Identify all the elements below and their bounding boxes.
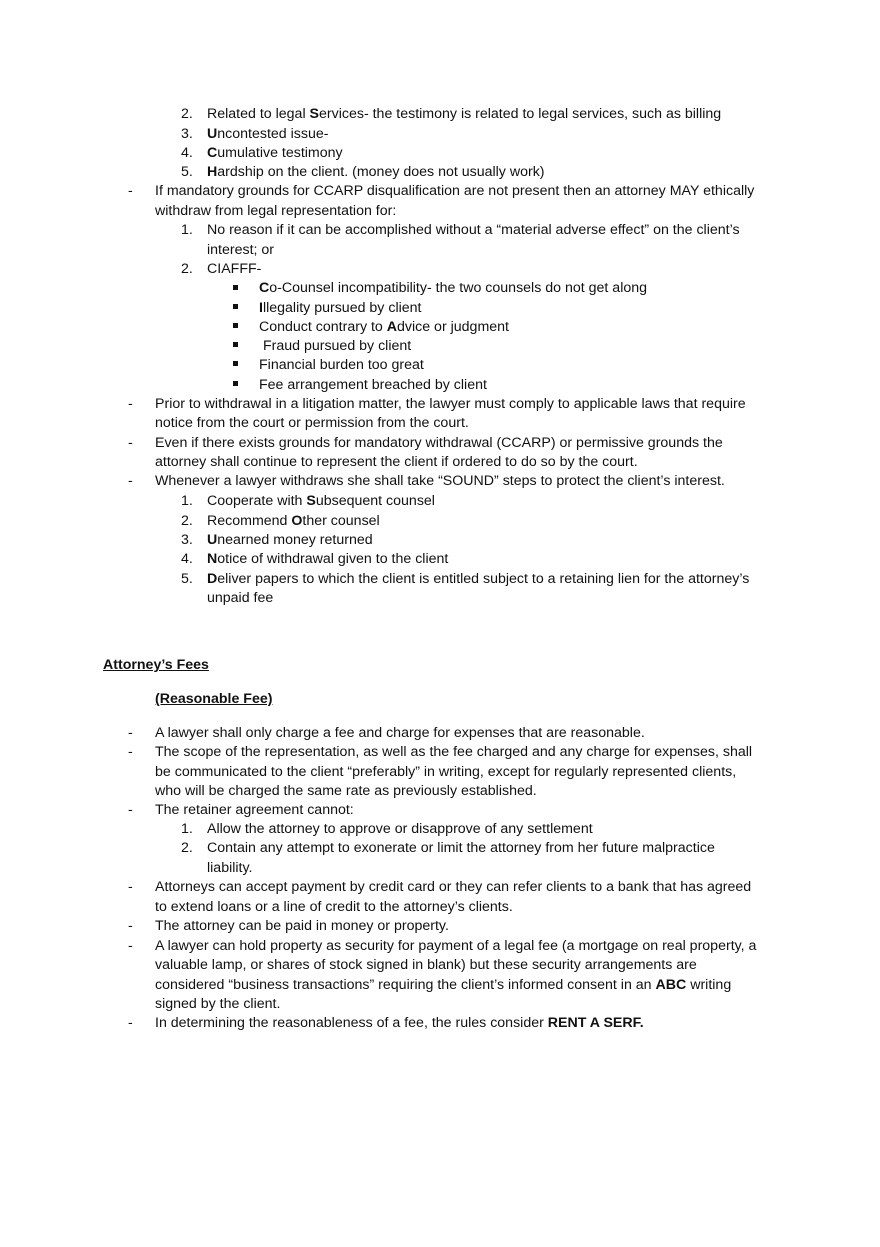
paragraph-line: If mandatory grounds for CCARP disqualification are not present then an attorney MAY ethically	[155, 183, 755, 199]
list-item: Uncontested issue-	[207, 126, 329, 142]
paragraph-line: In determining the reasonableness of a fee, the rules consider RENT A SERF.	[155, 1015, 644, 1031]
list-number: 4.	[181, 145, 193, 161]
list-number: 2.	[181, 106, 193, 122]
paragraph-line: Whenever a lawyer withdraws she shall take “SOUND” steps to protect the client’s interest.	[155, 473, 725, 489]
dash-bullet: -	[128, 1015, 133, 1031]
list-item-cont: unpaid fee	[207, 590, 274, 606]
list-item: Recommend Other counsel	[207, 513, 380, 529]
sub-list-item: Co-Counsel incompatibility- the two counsels do not get along	[259, 280, 648, 296]
paragraph-line: signed by the client.	[155, 996, 281, 1012]
section-heading: Attorney’s Fees	[103, 657, 209, 673]
paragraph-line: attorney shall continue to represent the client if ordered to do so by the court.	[155, 454, 638, 470]
paragraph-line: valuable lamp, or shares of stock signed in blank) but these security arrangements are	[155, 957, 697, 973]
square-bullet-icon	[233, 285, 238, 290]
list-number: 2.	[181, 513, 193, 529]
list-number: 1.	[181, 222, 193, 238]
list-item: Deliver papers to which the client is entitled subject to a retaining lien for the attorney’s	[207, 571, 750, 587]
paragraph-line: A lawyer shall only charge a fee and charge for expenses that are reasonable.	[155, 725, 645, 741]
paragraph-line: considered “business transactions” requiring the client’s informed consent in an ABC writing	[155, 977, 732, 993]
paragraph-line: to extend loans or a line of credit to the attorney’s clients.	[155, 899, 513, 915]
dash-bullet: -	[128, 435, 133, 451]
list-number: 2.	[181, 261, 193, 277]
sub-list-item: Fraud pursued by client	[259, 338, 412, 354]
list-number: 3.	[181, 126, 193, 142]
dash-bullet: -	[128, 938, 133, 954]
dash-bullet: -	[128, 473, 133, 489]
list-item: CIAFFF-	[207, 261, 262, 277]
sub-list-item: Financial burden too great	[259, 357, 424, 373]
paragraph-line: who will be charged the same rate as previously established.	[155, 783, 537, 799]
list-item: Cooperate with Subsequent counsel	[207, 493, 435, 509]
dash-bullet: -	[128, 396, 133, 412]
paragraph-line: The attorney can be paid in money or property.	[155, 918, 449, 934]
paragraph-line: The retainer agreement cannot:	[155, 802, 354, 818]
list-number: 1.	[181, 821, 193, 837]
dash-bullet: -	[128, 725, 133, 741]
square-bullet-icon	[233, 361, 238, 366]
paragraph-line: Even if there exists grounds for mandatory withdrawal (CCARP) or permissive grounds the	[155, 435, 723, 451]
list-number: 5.	[181, 164, 193, 180]
paragraph-line: be communicated to the client “preferably” in writing, except for regularly represented clients,	[155, 764, 737, 780]
square-bullet-icon	[233, 304, 238, 309]
list-number: 4.	[181, 551, 193, 567]
dash-bullet: -	[128, 744, 133, 760]
sub-list-item: Conduct contrary to Advice or judgment	[259, 319, 509, 335]
dash-bullet: -	[128, 918, 133, 934]
dash-bullet: -	[128, 879, 133, 895]
paragraph-line: withdraw from legal representation for:	[155, 203, 397, 219]
paragraph-line: notice from the court or permission from the court.	[155, 415, 469, 431]
list-item: Notice of withdrawal given to the client	[207, 551, 449, 567]
list-item: Hardship on the client. (money does not usually work)	[207, 164, 545, 180]
list-item: No reason if it can be accomplished without a “material adverse effect” on the client’s	[207, 222, 740, 238]
sub-list-item: Illegality pursued by client	[259, 300, 422, 316]
list-item: Allow the attorney to approve or disapprove of any settlement	[207, 821, 593, 837]
list-number: 3.	[181, 532, 193, 548]
list-item-cont: liability.	[207, 860, 253, 876]
list-item: Related to legal Services- the testimony is related to legal services, such as billing	[207, 106, 722, 122]
paragraph-line: Prior to withdrawal in a litigation matter, the lawyer must comply to applicable laws that require	[155, 396, 746, 412]
list-item: Cumulative testimony	[207, 145, 343, 161]
paragraph-line: A lawyer can hold property as security for payment of a legal fee (a mortgage on real property, a	[155, 938, 757, 954]
paragraph-line: The scope of the representation, as well as the fee charged and any charge for expenses, shall	[155, 744, 753, 760]
sub-heading: (Reasonable Fee)	[155, 691, 273, 707]
list-number: 5.	[181, 571, 193, 587]
paragraph-line: Attorneys can accept payment by credit card or they can refer clients to a bank that has agreed	[155, 879, 752, 895]
list-item: Contain any attempt to exonerate or limit the attorney from her future malpractice	[207, 840, 715, 856]
list-number: 1.	[181, 493, 193, 509]
dash-bullet: -	[128, 802, 133, 818]
square-bullet-icon	[233, 323, 238, 328]
dash-bullet: -	[128, 183, 133, 199]
square-bullet-icon	[233, 381, 238, 386]
sub-list-item: Fee arrangement breached by client	[259, 377, 487, 393]
square-bullet-icon	[233, 342, 238, 347]
list-number: 2.	[181, 840, 193, 856]
list-item-cont: interest; or	[207, 242, 275, 258]
list-item: Unearned money returned	[207, 532, 373, 548]
